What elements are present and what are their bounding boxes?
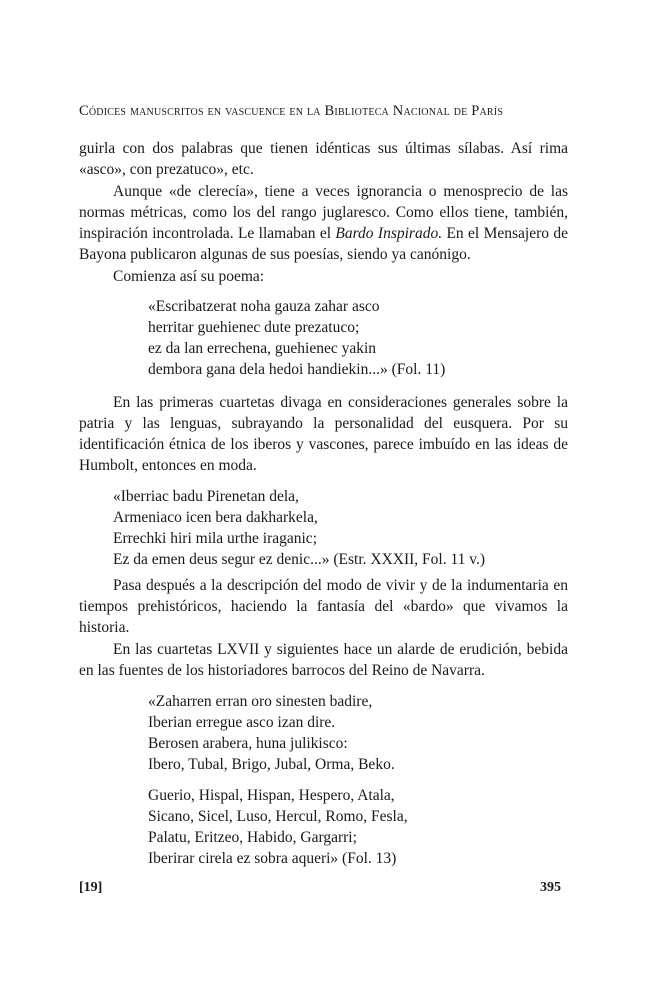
left-folio-number: [19] [79, 880, 103, 895]
paragraph-pasa [79, 575, 568, 638]
italic-title: Bardo Inspirado. [335, 225, 443, 242]
verse-line: «Escribatzerat noha gauza zahar asco [148, 298, 380, 315]
verse-line: Palatu, Eritzeo, Habido, Gargarri; [148, 829, 357, 846]
verse-line: Errechki hiri mila urthe iraganic; [113, 530, 317, 547]
verse-line: Iberirar cirela ez sobra aqueri» (Fol. 13) [148, 850, 397, 867]
verse-line: Ez da emen deus segur ez denic...» (Estr. XXXII, Fol. 11 v.) [113, 551, 486, 568]
page-number: 395 [540, 880, 561, 895]
verse-line: herritar guehienec dute prezatuco; [148, 319, 360, 336]
verse-line: Berosen arabera, huna julikisco: [148, 735, 348, 752]
paragraph-continuation [79, 138, 568, 180]
verse-block-3 [148, 691, 395, 775]
paragraph-cuartetas [79, 392, 568, 476]
verse-block-1 [148, 296, 445, 380]
verse-line: Armeniaco icen bera dakharkela, [113, 509, 318, 526]
paragraph-text: Comienza así su poema: [113, 268, 265, 285]
paragraph-erudicion [79, 639, 568, 681]
verse-line: Sicano, Sicel, Luso, Hercul, Romo, Fesla, [148, 808, 408, 825]
verse-line: «Iberriac badu Pirenetan dela, [113, 488, 299, 505]
paragraph-text: En las primeras cuartetas divaga en consideraciones generales sobre la patria y las lenguas, subrayando la personalidad del eusquera. Por su identificación étnica de los iberos y vascones, parece imbuído en las ideas de Humbolt, entonces en moda. [79, 394, 568, 474]
verse-line: Guerio, Hispal, Hispan, Hespero, Atala, [148, 787, 395, 804]
verse-block-2 [113, 486, 485, 570]
paragraph-text: Pasa después a la descripción del modo de vivir y de la indumentaria en tiempos prehistóricos, haciendo la fantasía del «bardo» que vivamos la historia. [79, 577, 568, 636]
paragraph-text: guirla con dos palabras que tienen idénticas sus últimas sílabas. Así rima «asco», con prezatuco», etc. [79, 140, 568, 178]
verse-line: «Zaharren erran oro sinesten badire, [148, 693, 373, 710]
verse-line: dembora gana dela hedoi handiekin...» (Fol. 11) [148, 361, 446, 378]
paragraph-clerecia [79, 181, 568, 265]
running-title: Códices manuscritos en vascuence en la Biblioteca Nacional de París [79, 103, 504, 119]
verse-block-4 [148, 785, 408, 869]
verse-line: Ibero, Tubal, Brigo, Jubal, Orma, Beko. [148, 756, 395, 773]
verse-line: ez da lan errechena, guehienec yakin [148, 340, 377, 357]
paragraph-text: Aunque «de clerecía», tiene a veces ignorancia o menosprecio de las normas métricas, como los del rango juglaresco. Como ellos tiene, también, inspiración incontrolada. Le llamaban el [79, 183, 568, 242]
verse-line: Iberian erregue asco izan dire. [148, 714, 336, 731]
paragraph-intro-poem [79, 266, 568, 287]
paragraph-text: En las cuartetas LXVII y siguientes hace un alarde de erudición, bebida en las fuentes de los historiadores barrocos del Reino de Navarra. [79, 641, 568, 679]
paragraph-text: En el Mensajero de Bayona publicaron algunas de sus poesías, siendo ya canónigo. [79, 225, 568, 263]
